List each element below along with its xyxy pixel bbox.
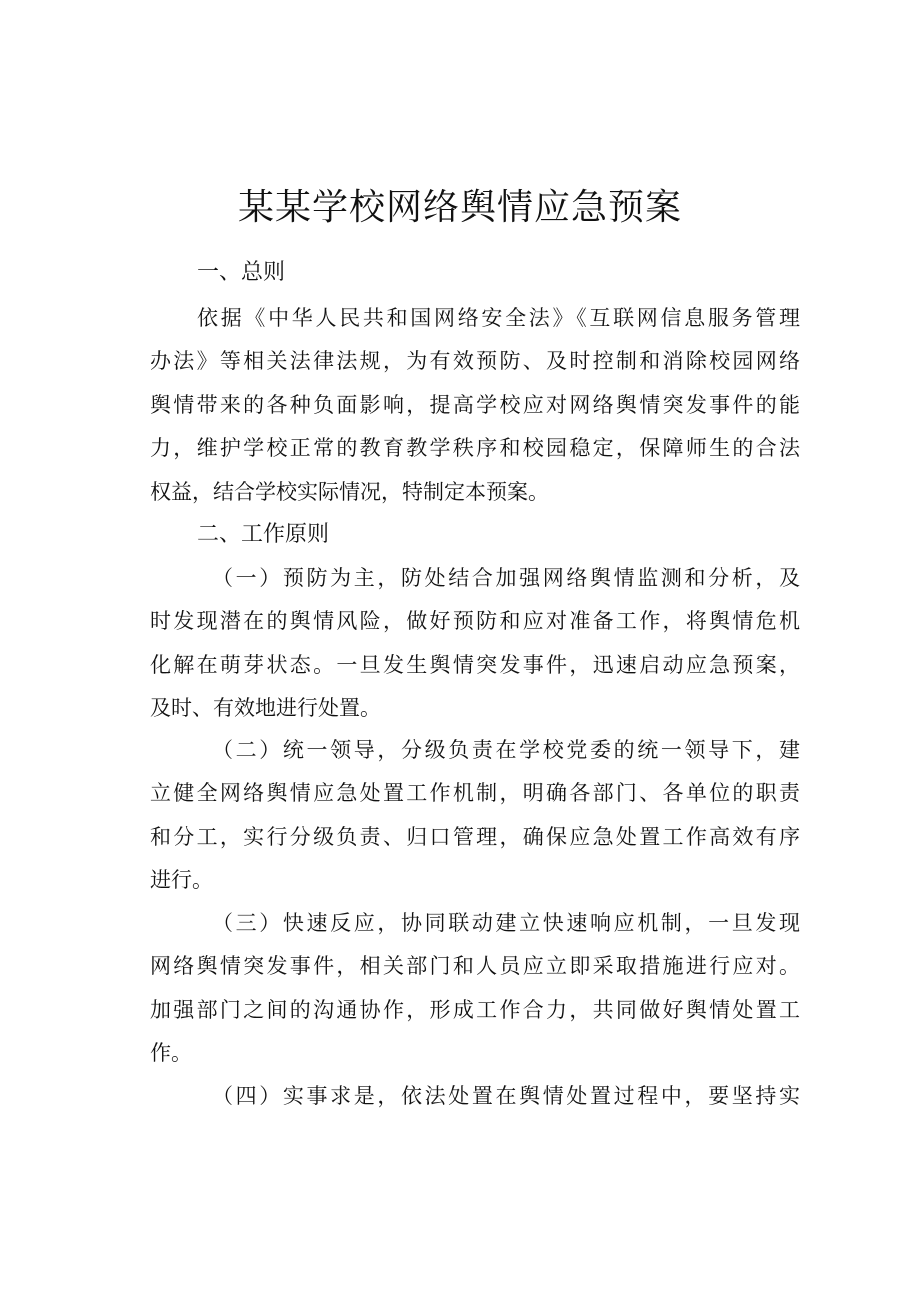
paragraph-line: （一）预防为主，防处结合加强网络舆情监测和分析，及 — [212, 566, 800, 590]
paragraph-principle-3 — [150, 902, 800, 1076]
paragraph-line: 力，维护学校正常的教育教学秩序和校园稳定，保障师生的合法 — [150, 436, 800, 461]
paragraph-line: 权益，结合学校实际情况，特制定本预案。 — [150, 479, 549, 504]
paragraph-line: 和分工，实行分级负责、归口管理，确保应急处置工作高效有序 — [150, 824, 800, 849]
paragraph-line: （四）实事求是，依法处置在舆情处置过程中，要坚持实 — [212, 1084, 800, 1108]
paragraph-principle-4 — [150, 1075, 800, 1118]
section-heading-general: 一、总则 — [197, 260, 286, 285]
paragraph-general — [150, 297, 800, 514]
paragraph-principle-2 — [150, 729, 800, 903]
paragraph-line: 及时、有效地进行处置。 — [150, 696, 381, 721]
paragraph-line: 作。 — [150, 1041, 192, 1066]
paragraph-line: 办法》等相关法律法规，为有效预防、及时控制和消除校园网络 — [150, 349, 800, 374]
paragraph-line: （三）快速反应，协同联动建立快速响应机制，一旦发现 — [212, 911, 800, 935]
paragraph-line: 时发现潜在的舆情风险，做好预防和应对准备工作，将舆情危机 — [150, 609, 800, 634]
section-heading-principles: 二、工作原则 — [197, 522, 330, 547]
paragraph-line: 化解在萌芽状态。一旦发生舆情突发事件，迅速启动应急预案， — [150, 652, 800, 677]
document-title: 某某学校网络舆情应急预案 — [237, 187, 682, 229]
paragraph-line: 立健全网络舆情应急处置工作机制，明确各部门、各单位的职责 — [150, 781, 800, 806]
paragraph-line: 依据《中华人民共和国网络安全法》《互联网信息服务管理 — [197, 306, 800, 330]
paragraph-line: 进行。 — [150, 868, 213, 893]
paragraph-line: （二）统一领导，分级负责在学校党委的统一领导下，建 — [212, 738, 800, 762]
paragraph-line: 网络舆情突发事件，相关部门和人员应立即采取措施进行应对。 — [150, 954, 800, 979]
paragraph-line: 加强部门之间的沟通协作，形成工作合力，共同做好舆情处置工 — [150, 997, 800, 1022]
paragraph-line: 舆情带来的各种负面影响，提高学校应对网络舆情突发事件的能 — [150, 392, 800, 417]
paragraph-principle-1 — [150, 557, 800, 731]
